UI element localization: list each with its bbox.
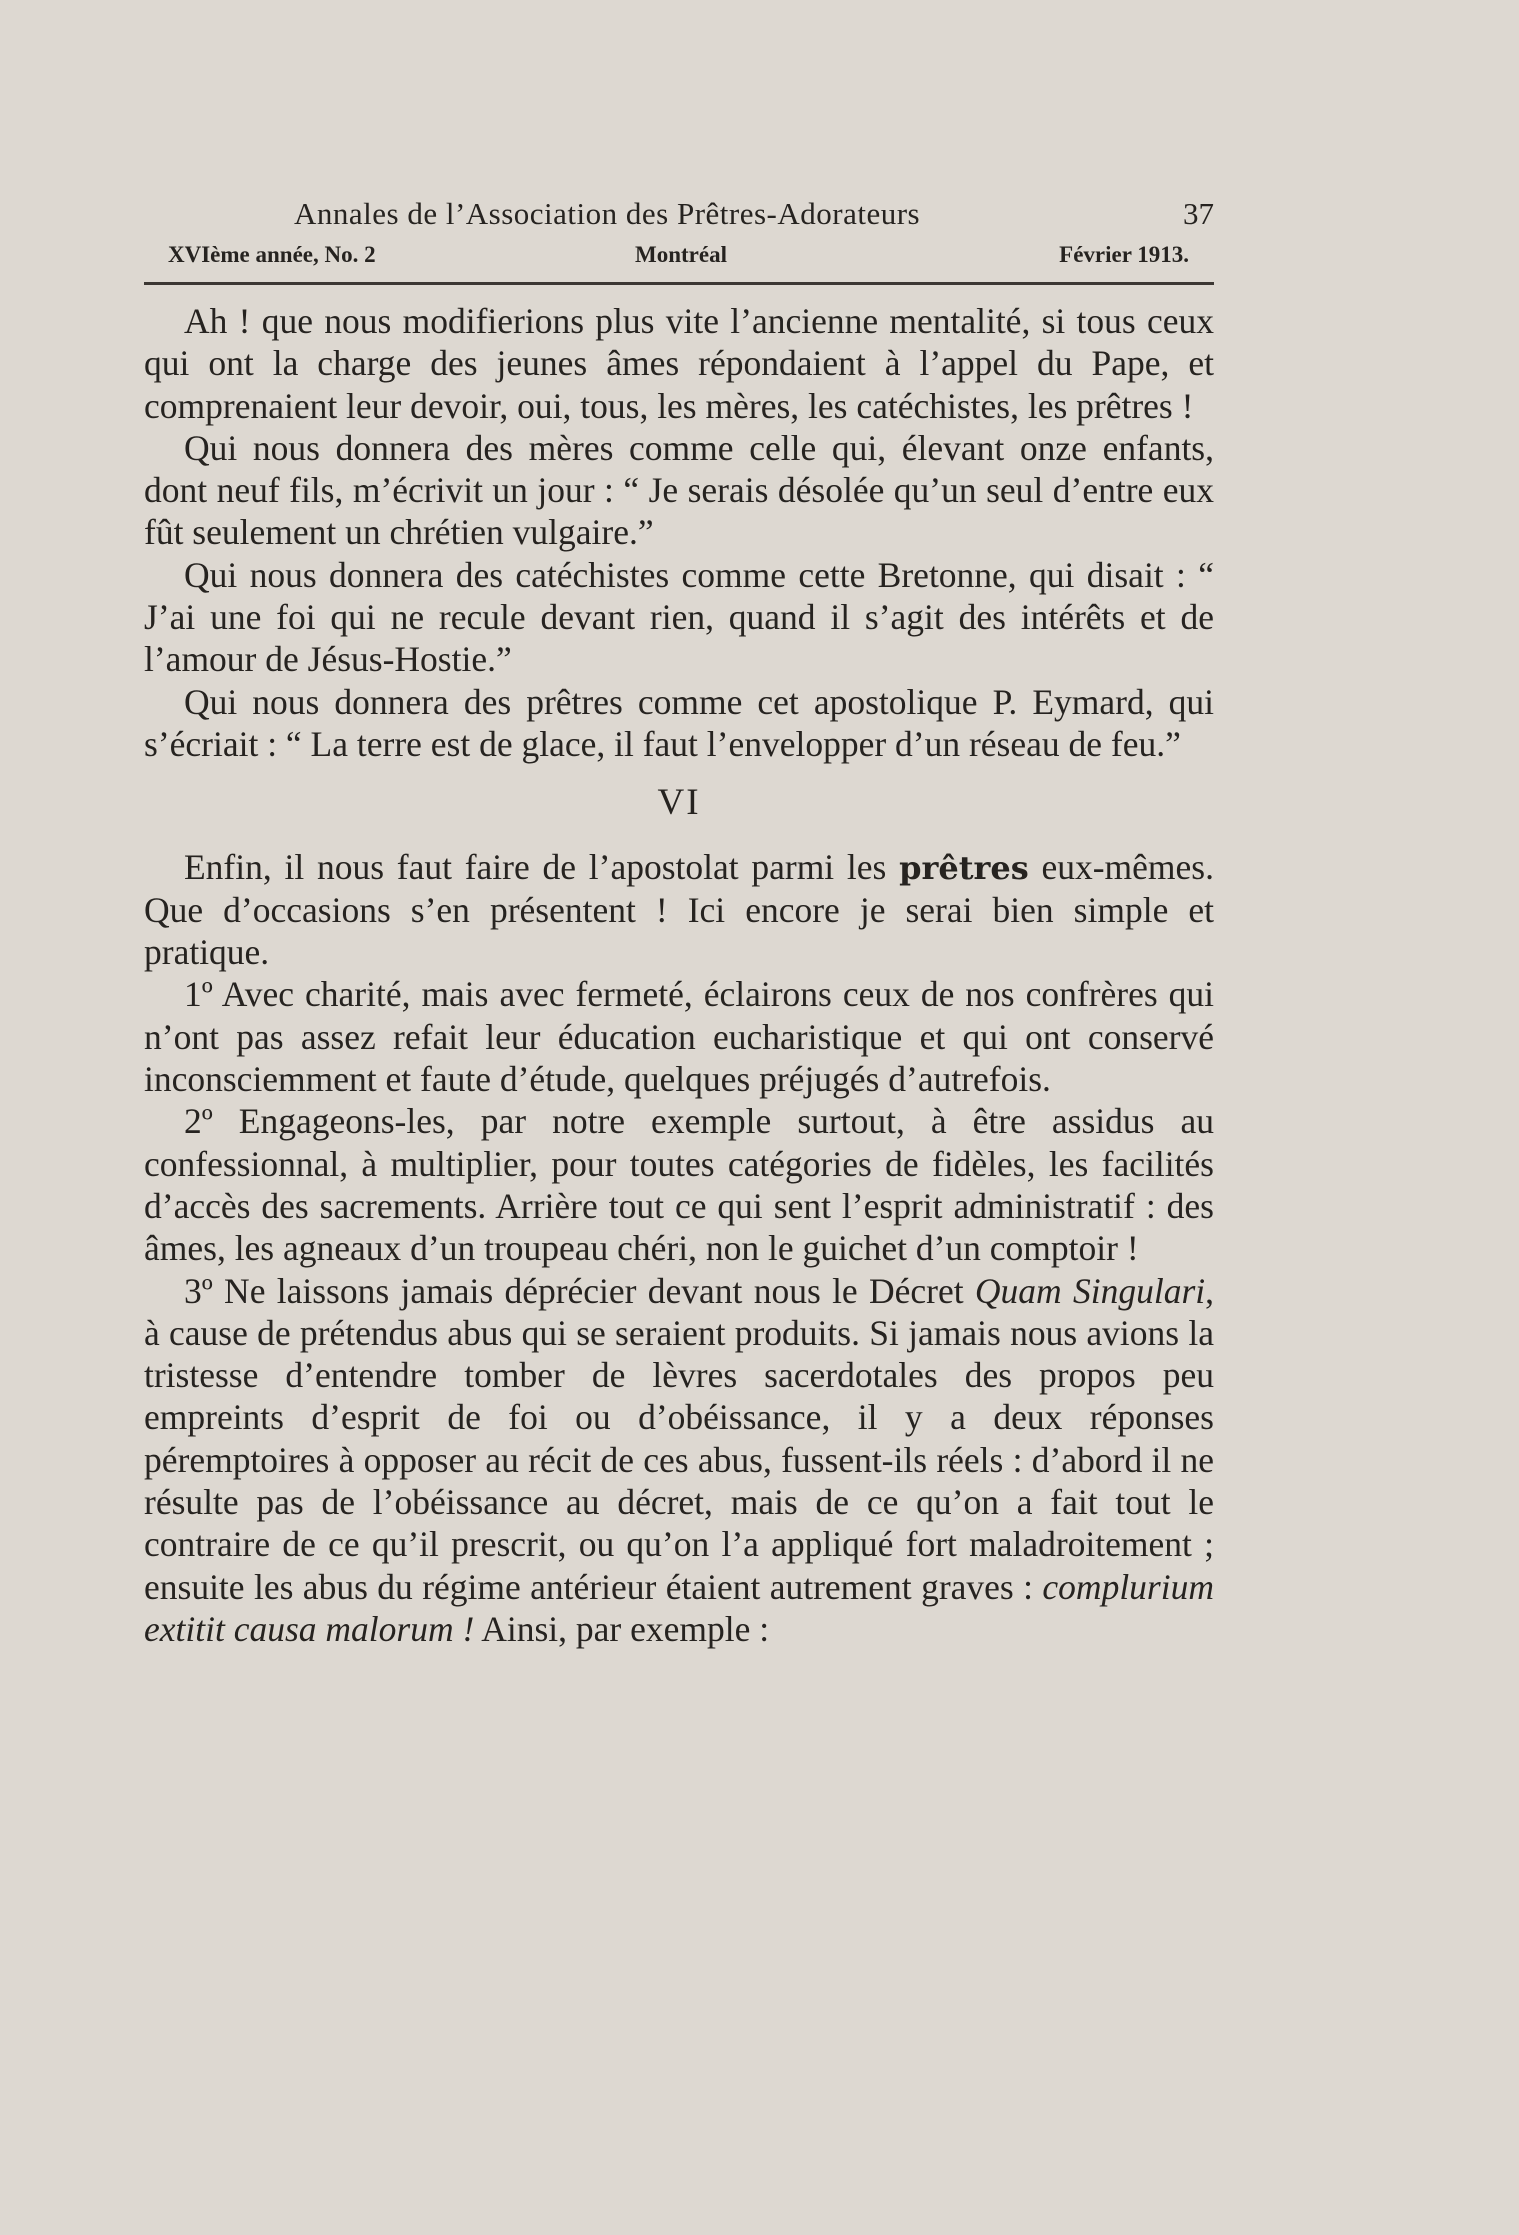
decree-title: Quam Singulari: [974, 1270, 1206, 1311]
journal-title: Annales de l’Association des Prêtres-Adorateurs: [294, 196, 921, 231]
issue-number: XVIème année, No. 2: [168, 242, 376, 267]
paragraph: Ah ! que nous modifierions plus vite l’ancienne mentalité, si tous ceux qui ont la charge des jeunes âmes répondaient à l’appel du Pape, et comprenaient leur devoir, oui, tous, les mères, les catéchistes, les prêtres !: [144, 301, 1214, 426]
article-body: [144, 300, 1214, 1650]
paragraph: Qui nous donnera des prêtres comme cet apostolique P. Eymard, qui s’écriait : “ La terre est de glace, il faut l’envelopper d’un réseau de feu.”: [144, 681, 1214, 764]
publication-city: Montréal: [635, 242, 727, 267]
paragraph: Qui nous donnera des catéchistes comme cette Bretonne, qui disait : “ J’ai une foi qui ne recule devant rien, quand il s’agit des intérêts et de l’amour de Jésus-Hostie.”: [144, 554, 1214, 680]
latin-quote: complurium extitit causa malorum !: [144, 1566, 1214, 1649]
text-run: Enfin, il nous faut faire de l’apostolat parmi les: [184, 846, 900, 887]
text-run: Ainsi, par exemple :: [474, 1608, 770, 1649]
paragraph: [144, 846, 1214, 974]
publication-date: Février 1913.: [1059, 242, 1189, 267]
page-number: 37: [1183, 196, 1214, 231]
text-run: , à cause de prétendus abus qui se seraient produits. Si jamais nous avions la tristesse d’entendre tomber de lèvres sacerdotales des propos peu empreints d’esprit de foi ou d’obéissance, il y a deux réponses péremptoires à opposer au récit de ces abus, fussent-ils réels : d’abord il ne résulte pas de l’obéissance au décret, mais de ce qu’on a fait tout le contraire de ce qu’il prescrit, ou qu’on l’a appliqué fort maladroitement ; ensuite les abus du régime antérieur étaient autrement graves :: [144, 1270, 1214, 1607]
emphasized-word: prêtres: [899, 848, 1029, 887]
paragraph: [144, 1270, 1214, 1651]
paragraph: Qui nous donnera des mères comme celle qui, élevant onze enfants, dont neuf fils, m’écrivit un jour : “ Je serais désolée qu’un seul d’entre eux fût seulement un chrétien vulgaire.”: [144, 427, 1214, 553]
text-run: 3º Ne laissons jamais déprécier devant nous le Décret: [184, 1270, 975, 1311]
header-rule: [144, 282, 1214, 285]
text-run: eux-mêmes. Que d’occasions s’en présentent ! Ici encore je serai bien simple et pratique.: [144, 846, 1214, 973]
paragraph: 2º Engageons-les, par notre exemple surtout, à être assidus au confessionnal, à multiplier, pour toutes catégories de fidèles, les facilités d’accès des sacrements. Arrière tout ce qui sent l’esprit administratif : des âmes, les agneaux d’un troupeau chéri, non le guichet d’un comptoir !: [144, 1101, 1214, 1269]
section-heading: VI: [657, 782, 701, 824]
paragraph: 1º Avec charité, mais avec fermeté, éclairons ceux de nos confrères qui n’ont pas assez refait leur éducation eucharistique et qui ont conservé inconsciemment et faute d’étude, quelques préjugés d’autrefois.: [144, 974, 1214, 1100]
